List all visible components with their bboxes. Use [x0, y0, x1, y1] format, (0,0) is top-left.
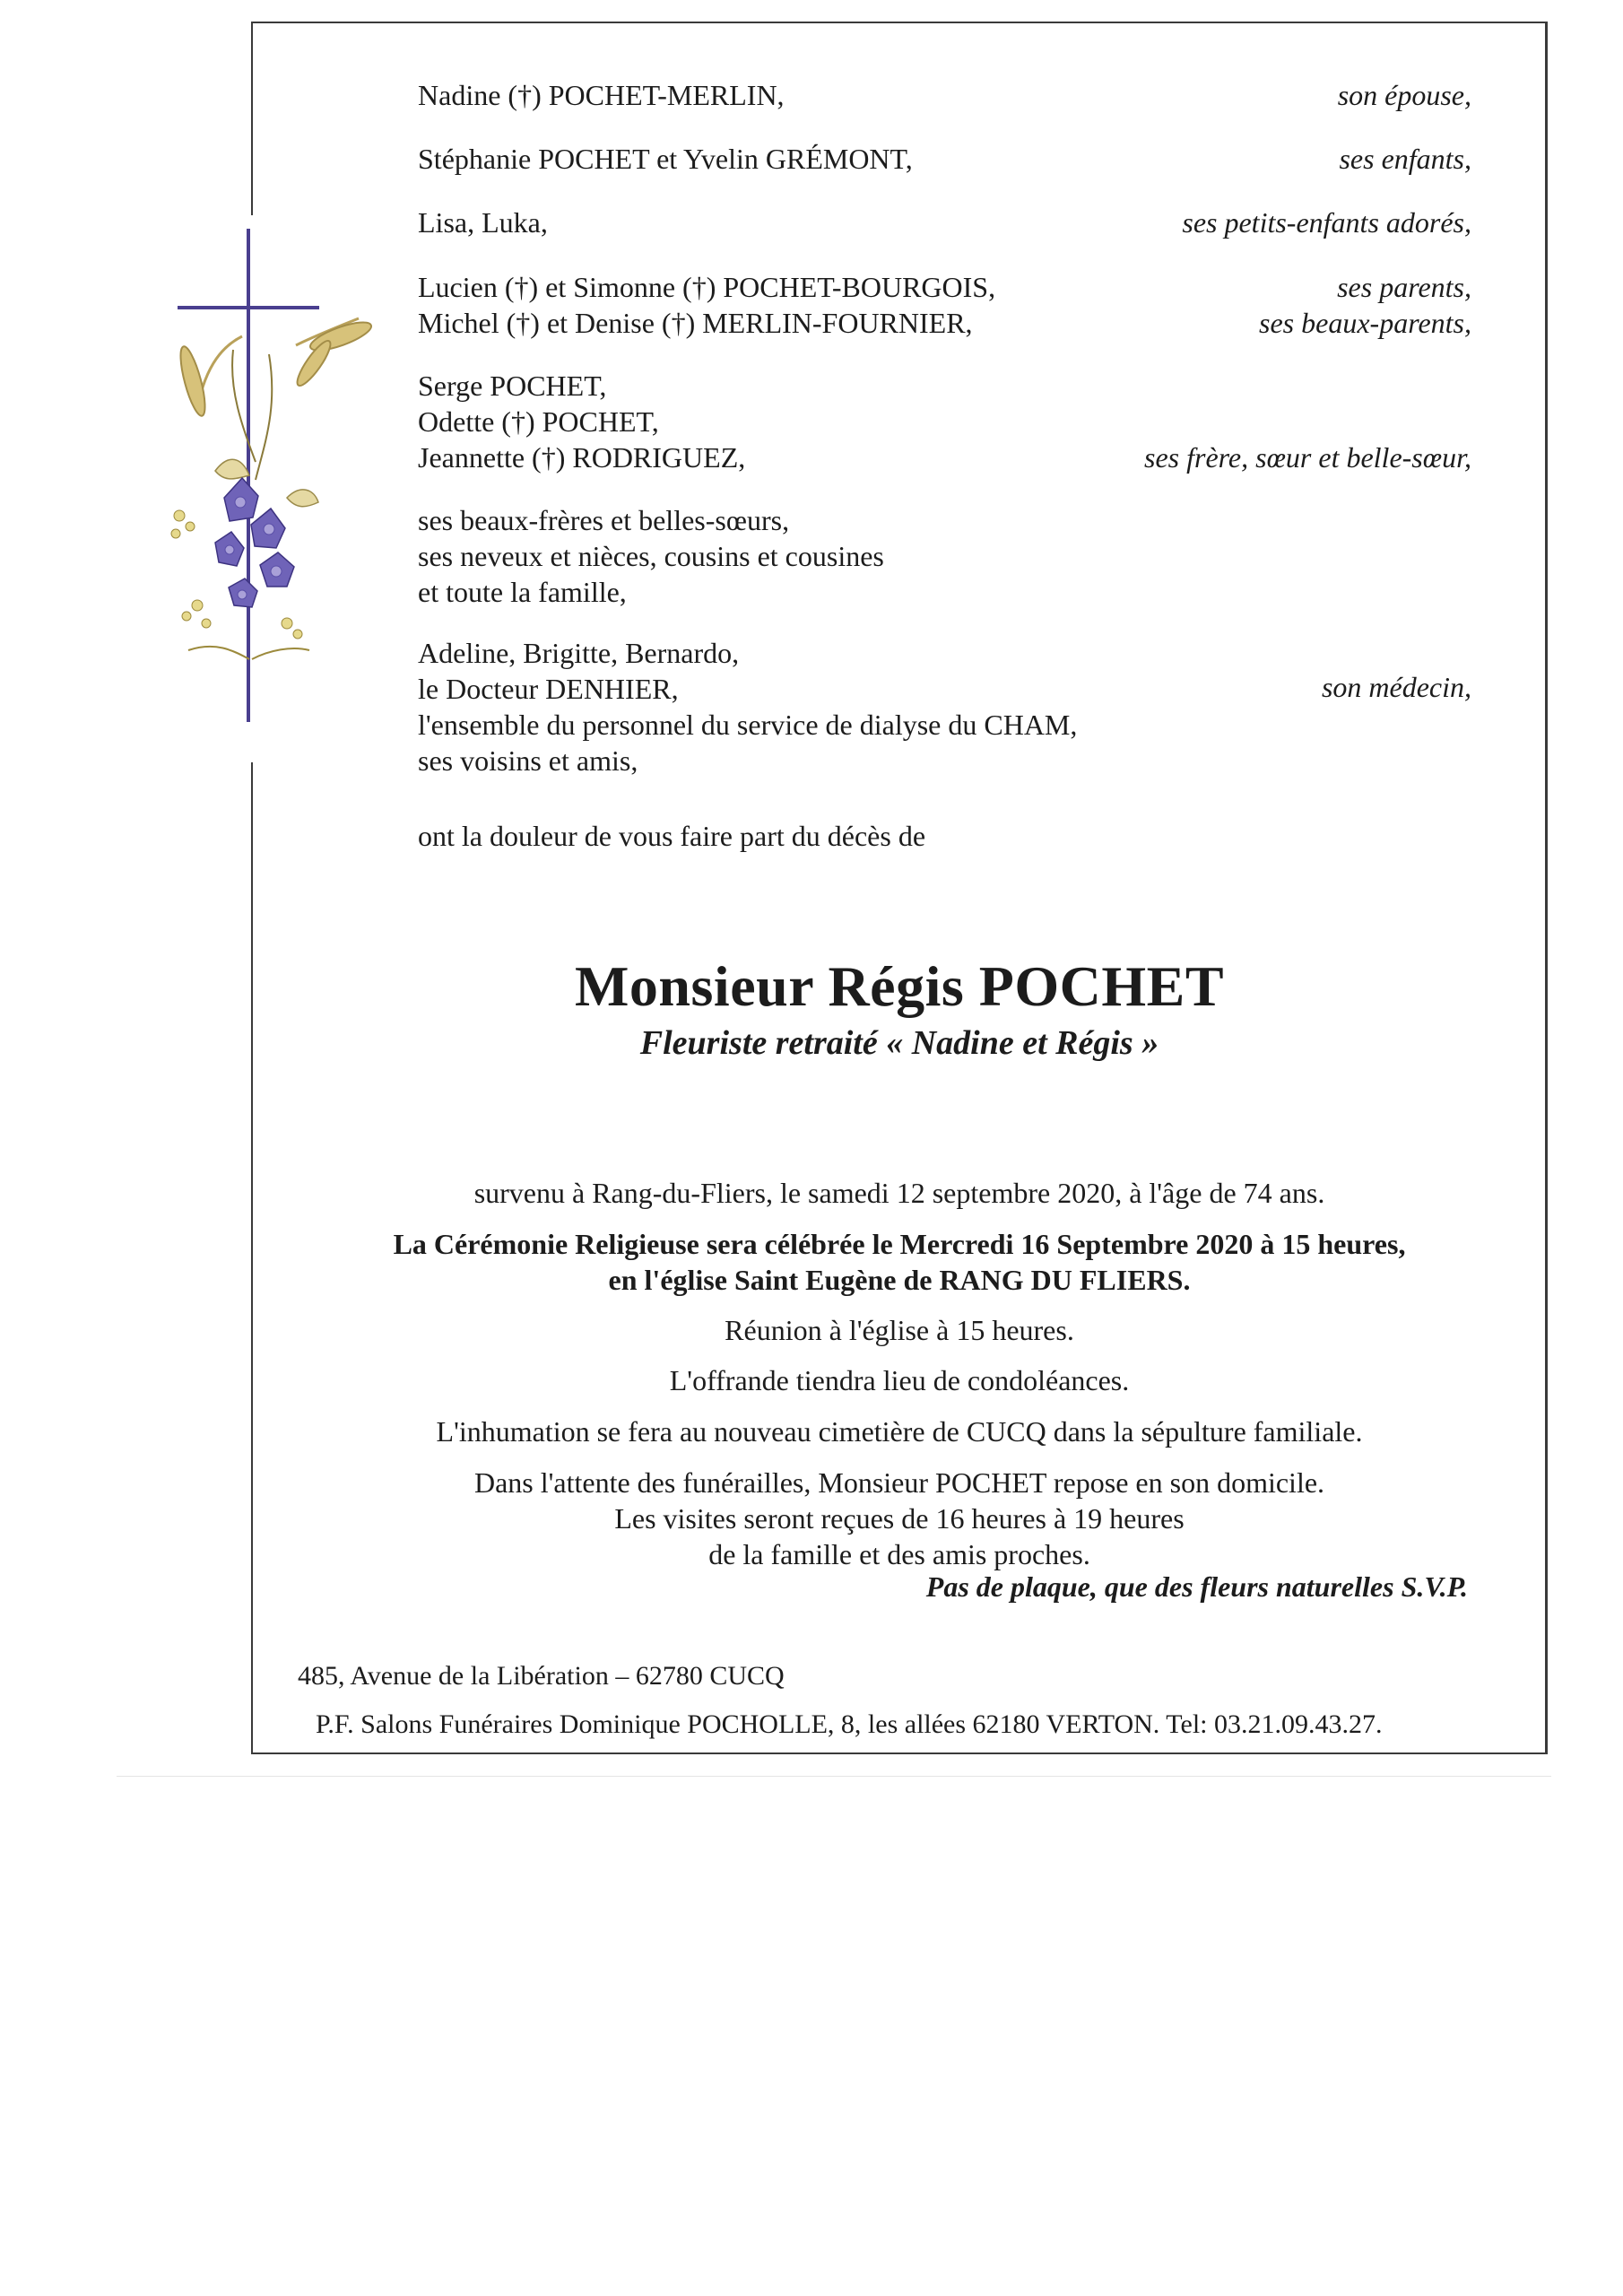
funeral-home-line: P.F. Salons Funéraires Dominique POCHOLLE, 8, les allées 62180 VERTON. Tel: 03.21.09.43.27.	[316, 1709, 1383, 1739]
family-name-line: ses voisins et amis,	[418, 744, 638, 777]
deceased-name: Monsieur Régis POCHET	[575, 954, 1224, 1018]
family-row-6-names	[418, 502, 884, 610]
announcement-line: ont la douleur de vous faire part du décès de	[418, 820, 926, 852]
rest-line-3: de la famille et des amis proches.	[708, 1538, 1090, 1570]
family-name-line: Nadine (†) POCHET-MERLIN,	[418, 79, 785, 111]
family-row-5-names	[418, 368, 745, 475]
family-relation-line: ses parents,	[1337, 271, 1471, 303]
family-relation-line: son médecin,	[1321, 671, 1471, 703]
family-name-line: Serge POCHET,	[418, 370, 607, 402]
deceased-title: Fleuriste retraité « Nadine et Régis »	[639, 1024, 1159, 1062]
rest-line-2: Les visites seront reçues de 16 heures à 19 heures	[614, 1502, 1185, 1535]
family-name-line: Adeline, Brigitte, Bernardo,	[418, 637, 740, 669]
family-name-line: ses beaux-frères et belles-sœurs,	[418, 504, 790, 536]
meeting-line: Réunion à l'église à 15 heures.	[725, 1314, 1074, 1346]
family-row-5-relation	[1144, 439, 1471, 475]
cross-with-flowers-icon	[143, 229, 404, 731]
family-row-1-names	[418, 77, 785, 113]
paper-edge	[117, 1776, 1551, 1777]
family-name-line: Stéphanie POCHET et Yvelin GRÉMONT,	[418, 143, 913, 175]
family-row-4-names	[418, 269, 995, 341]
family-row-3-names	[418, 204, 548, 240]
family-name-line: ses neveux et nièces, cousins et cousines	[418, 540, 884, 572]
family-relation-line: ses beaux-parents,	[1259, 307, 1471, 339]
family-relation-line: son épouse,	[1337, 79, 1471, 111]
family-name-line: l'ensemble du personnel du service de dialyse du CHAM,	[418, 709, 1078, 741]
family-name-line: Odette (†) POCHET,	[418, 405, 659, 438]
ceremony-line-2: en l'église Saint Eugène de RANG DU FLIERS.	[608, 1264, 1191, 1296]
family-name-line: Lisa, Luka,	[418, 206, 548, 239]
ceremony-line-1: La Cérémonie Religieuse sera célébrée le Mercredi 16 Septembre 2020 à 15 heures,	[393, 1228, 1406, 1260]
family-relation-line: ses petits-enfants adorés,	[1182, 206, 1471, 239]
family-relation-line: ses frère, sœur et belle-sœur,	[1143, 441, 1471, 474]
family-row-1-relation	[1338, 77, 1471, 113]
rest-line-1: Dans l'attente des funérailles, Monsieur POCHET repose en son domicile.	[473, 1466, 1325, 1499]
family-row-7-names	[418, 635, 1077, 778]
family-row-2-names	[418, 141, 913, 177]
death-line: survenu à Rang-du-Fliers, le samedi 12 septembre 2020, à l'âge de 74 ans.	[473, 1177, 1325, 1209]
family-row-3-relation	[1182, 204, 1471, 240]
family-name-line: et toute la famille,	[418, 576, 627, 608]
family-name-line: le Docteur DENHIER,	[418, 673, 679, 705]
address-line: 485, Avenue de la Libération – 62780 CUCQ	[298, 1661, 785, 1691]
family-row-4-relation	[1259, 269, 1471, 341]
family-row-7-relation	[1322, 669, 1471, 705]
flowers-note: Pas de plaque, que des fleurs naturelles S.V.P.	[925, 1570, 1468, 1603]
family-name-line: Lucien (†) et Simonne (†) POCHET-BOURGOIS,	[418, 271, 996, 303]
family-relation-line: ses enfants,	[1339, 143, 1471, 175]
offering-line: L'offrande tiendra lieu de condoléances.	[669, 1364, 1130, 1396]
family-name-line: Michel (†) et Denise (†) MERLIN-FOURNIER,	[418, 307, 973, 339]
burial-line: L'inhumation se fera au nouveau cimetière de CUCQ dans la sépulture familiale.	[436, 1415, 1363, 1448]
family-row-2-relation	[1339, 141, 1471, 177]
family-name-line: Jeannette (†) RODRIGUEZ,	[418, 441, 746, 474]
